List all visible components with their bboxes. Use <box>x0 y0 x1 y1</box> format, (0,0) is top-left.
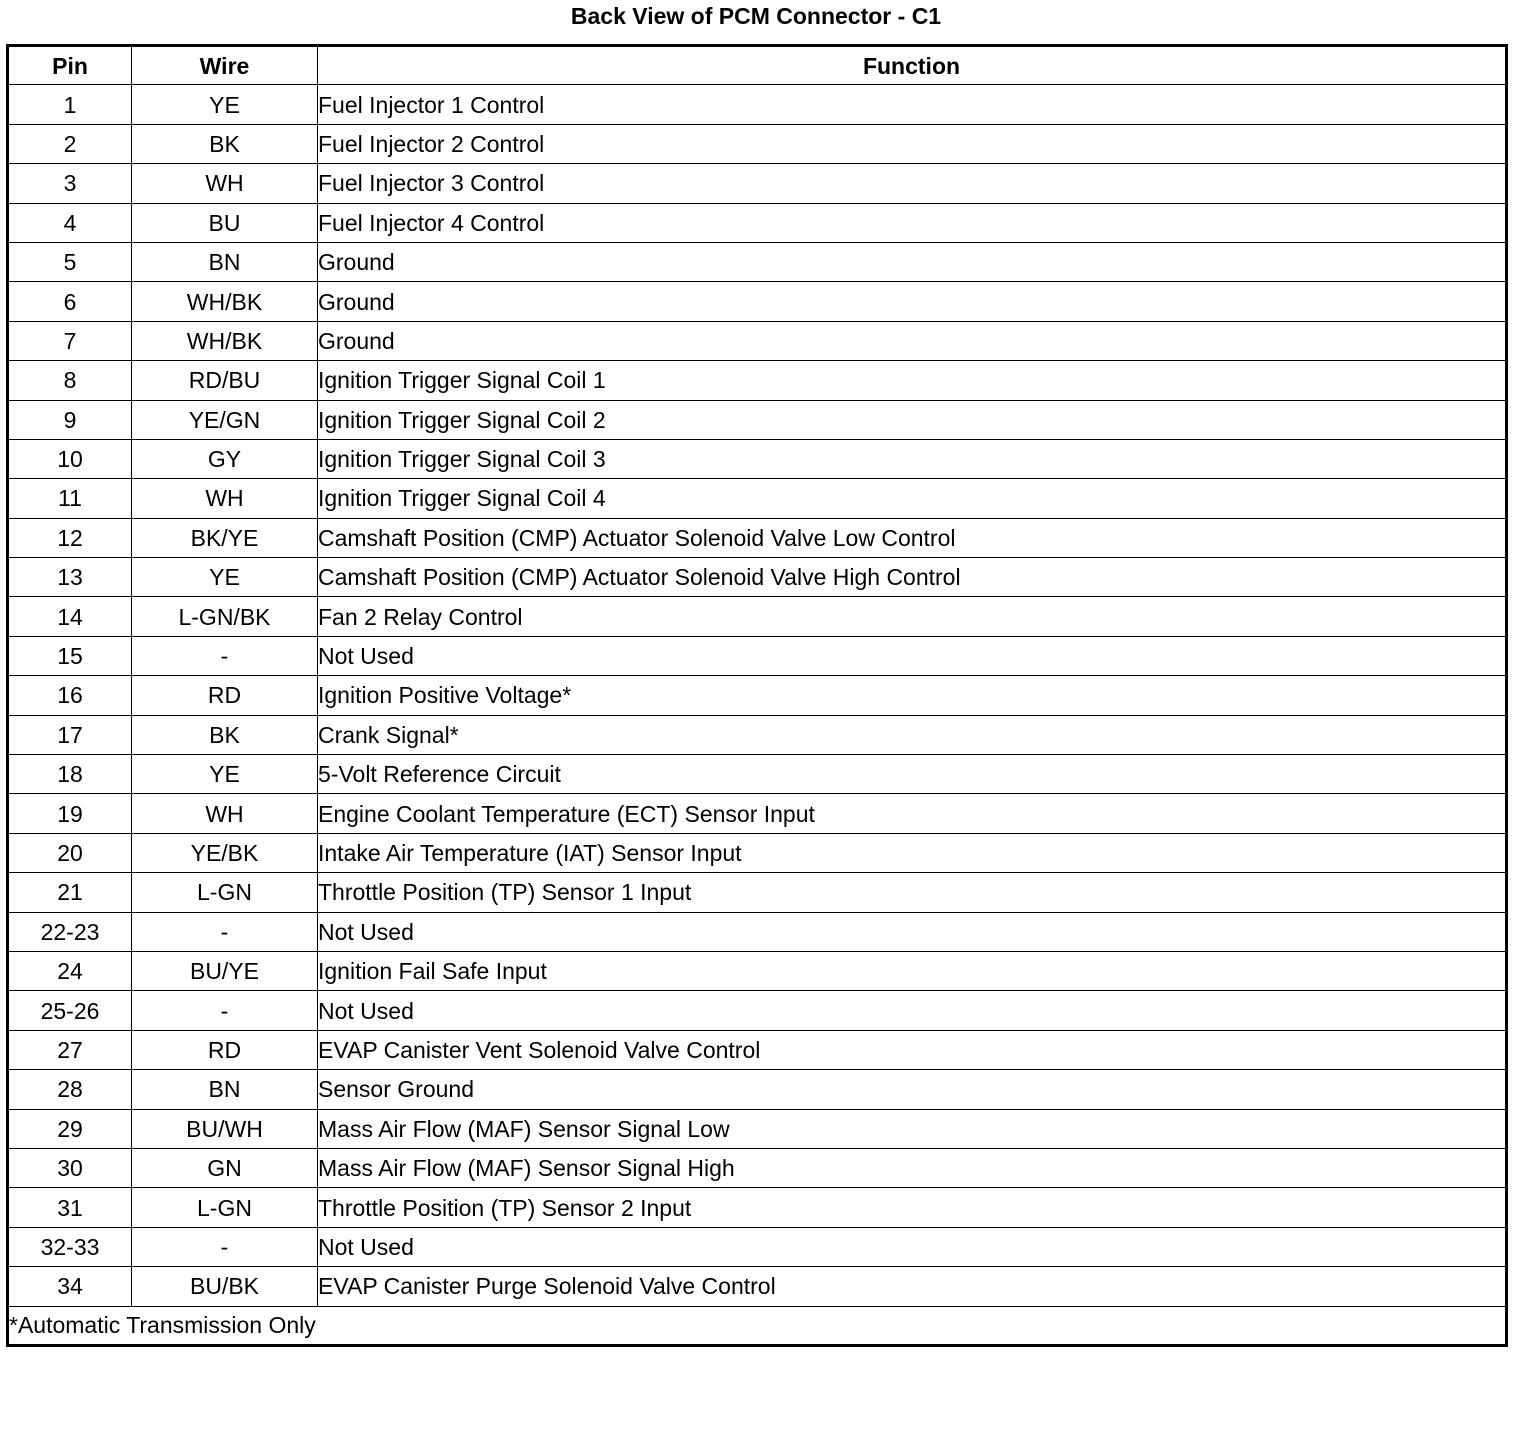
wire-cell: RD <box>132 1030 318 1069</box>
function-cell: Ground <box>318 242 1507 281</box>
wire-cell: L-GN/BK <box>132 597 318 636</box>
pin-table <box>6 44 1508 1347</box>
wire-cell: - <box>132 912 318 951</box>
wire-cell: RD/BU <box>132 361 318 400</box>
table-body <box>8 85 1507 1306</box>
function-cell: Mass Air Flow (MAF) Sensor Signal Low <box>318 1109 1507 1148</box>
pin-cell: 10 <box>8 439 132 478</box>
wire-cell: GN <box>132 1148 318 1187</box>
function-cell: Fan 2 Relay Control <box>318 597 1507 636</box>
table-row <box>8 282 1507 321</box>
function-cell: Camshaft Position (CMP) Actuator Solenoid Valve Low Control <box>318 518 1507 557</box>
table-row <box>8 361 1507 400</box>
wire-cell: BK <box>132 715 318 754</box>
pin-cell: 25-26 <box>8 991 132 1030</box>
wire-cell: WH/BK <box>132 321 318 360</box>
table-row <box>8 400 1507 439</box>
table-row <box>8 85 1507 124</box>
function-cell: Engine Coolant Temperature (ECT) Sensor Input <box>318 794 1507 833</box>
function-cell: Ignition Trigger Signal Coil 2 <box>318 400 1507 439</box>
function-cell: EVAP Canister Purge Solenoid Valve Control <box>318 1267 1507 1306</box>
function-cell: Ignition Positive Voltage* <box>318 676 1507 715</box>
wire-cell: BN <box>132 242 318 281</box>
wire-cell: BU/YE <box>132 951 318 990</box>
function-cell: Sensor Ground <box>318 1070 1507 1109</box>
wire-cell: WH <box>132 479 318 518</box>
pin-cell: 19 <box>8 794 132 833</box>
table-row <box>8 164 1507 203</box>
pin-cell: 6 <box>8 282 132 321</box>
pin-cell: 9 <box>8 400 132 439</box>
table-row <box>8 636 1507 675</box>
function-cell: Fuel Injector 2 Control <box>318 124 1507 163</box>
pin-cell: 2 <box>8 124 132 163</box>
wire-cell: BU/BK <box>132 1267 318 1306</box>
pin-cell: 27 <box>8 1030 132 1069</box>
column-header-pin: Pin <box>8 46 132 85</box>
pin-cell: 5 <box>8 242 132 281</box>
pin-cell: 20 <box>8 833 132 872</box>
pin-cell: 24 <box>8 951 132 990</box>
wire-cell: L-GN <box>132 873 318 912</box>
function-cell: Crank Signal* <box>318 715 1507 754</box>
function-cell: Ground <box>318 282 1507 321</box>
pin-cell: 34 <box>8 1267 132 1306</box>
pin-cell: 4 <box>8 203 132 242</box>
function-cell: Not Used <box>318 991 1507 1030</box>
function-cell: Not Used <box>318 636 1507 675</box>
function-cell: Ignition Trigger Signal Coil 4 <box>318 479 1507 518</box>
pin-cell: 3 <box>8 164 132 203</box>
function-cell: Fuel Injector 4 Control <box>318 203 1507 242</box>
pin-cell: 18 <box>8 755 132 794</box>
table-row <box>8 1188 1507 1227</box>
wire-cell: YE/BK <box>132 833 318 872</box>
wire-cell: YE <box>132 85 318 124</box>
function-cell: Ignition Trigger Signal Coil 1 <box>318 361 1507 400</box>
column-header-function: Function <box>318 46 1507 85</box>
pin-cell: 17 <box>8 715 132 754</box>
pin-cell: 21 <box>8 873 132 912</box>
wire-cell: - <box>132 991 318 1030</box>
function-cell: Intake Air Temperature (IAT) Sensor Input <box>318 833 1507 872</box>
wire-cell: YE <box>132 558 318 597</box>
wire-cell: BK/YE <box>132 518 318 557</box>
pin-cell: 32-33 <box>8 1227 132 1266</box>
pin-cell: 22-23 <box>8 912 132 951</box>
pin-cell: 11 <box>8 479 132 518</box>
wire-cell: BN <box>132 1070 318 1109</box>
table-row <box>8 794 1507 833</box>
function-cell: Fuel Injector 3 Control <box>318 164 1507 203</box>
wire-cell: YE/GN <box>132 400 318 439</box>
pin-cell: 12 <box>8 518 132 557</box>
pin-cell: 16 <box>8 676 132 715</box>
function-cell: Ground <box>318 321 1507 360</box>
wire-cell: BU <box>132 203 318 242</box>
pin-cell: 1 <box>8 85 132 124</box>
table-row <box>8 124 1507 163</box>
table-row <box>8 1109 1507 1148</box>
wire-cell: WH/BK <box>132 282 318 321</box>
column-header-wire: Wire <box>132 46 318 85</box>
wire-cell: - <box>132 636 318 675</box>
pin-cell: 15 <box>8 636 132 675</box>
wire-cell: YE <box>132 755 318 794</box>
table-row <box>8 558 1507 597</box>
table-row <box>8 833 1507 872</box>
wire-cell: RD <box>132 676 318 715</box>
table-row <box>8 991 1507 1030</box>
page-title: Back View of PCM Connector - C1 <box>570 3 942 29</box>
function-cell: Throttle Position (TP) Sensor 2 Input <box>318 1188 1507 1227</box>
wire-cell: WH <box>132 794 318 833</box>
pin-cell: 8 <box>8 361 132 400</box>
table-row <box>8 873 1507 912</box>
function-cell: Fuel Injector 1 Control <box>318 85 1507 124</box>
wire-cell: L-GN <box>132 1188 318 1227</box>
function-cell: Camshaft Position (CMP) Actuator Solenoid Valve High Control <box>318 558 1507 597</box>
table-row <box>8 912 1507 951</box>
table-row <box>8 951 1507 990</box>
table-row <box>8 597 1507 636</box>
pin-cell: 29 <box>8 1109 132 1148</box>
header-row <box>8 46 1507 85</box>
wire-cell: GY <box>132 439 318 478</box>
table-row <box>8 203 1507 242</box>
pin-cell: 13 <box>8 558 132 597</box>
footnote-row <box>8 1306 1507 1345</box>
table-row <box>8 1030 1507 1069</box>
wire-cell: BK <box>132 124 318 163</box>
table-row <box>8 242 1507 281</box>
pin-cell: 14 <box>8 597 132 636</box>
table-row <box>8 1148 1507 1187</box>
table-footer <box>8 1306 1507 1345</box>
table-row <box>8 518 1507 557</box>
table-row <box>8 439 1507 478</box>
table-row <box>8 715 1507 754</box>
table-row <box>8 479 1507 518</box>
function-cell: EVAP Canister Vent Solenoid Valve Control <box>318 1030 1507 1069</box>
wire-cell: BU/WH <box>132 1109 318 1148</box>
function-cell: Throttle Position (TP) Sensor 1 Input <box>318 873 1507 912</box>
table-row <box>8 1070 1507 1109</box>
function-cell: 5-Volt Reference Circuit <box>318 755 1507 794</box>
function-cell: Ignition Fail Safe Input <box>318 951 1507 990</box>
pin-cell: 30 <box>8 1148 132 1187</box>
function-cell: Mass Air Flow (MAF) Sensor Signal High <box>318 1148 1507 1187</box>
footnote: *Automatic Transmission Only <box>8 1306 1507 1345</box>
table-row <box>8 321 1507 360</box>
table-row <box>8 755 1507 794</box>
table-row <box>8 676 1507 715</box>
wire-cell: - <box>132 1227 318 1266</box>
wire-cell: WH <box>132 164 318 203</box>
table-row <box>8 1227 1507 1266</box>
table-header <box>8 46 1507 85</box>
pin-cell: 31 <box>8 1188 132 1227</box>
pin-cell: 28 <box>8 1070 132 1109</box>
function-cell: Ignition Trigger Signal Coil 3 <box>318 439 1507 478</box>
function-cell: Not Used <box>318 912 1507 951</box>
function-cell: Not Used <box>318 1227 1507 1266</box>
pin-cell: 7 <box>8 321 132 360</box>
table-row <box>8 1267 1507 1306</box>
